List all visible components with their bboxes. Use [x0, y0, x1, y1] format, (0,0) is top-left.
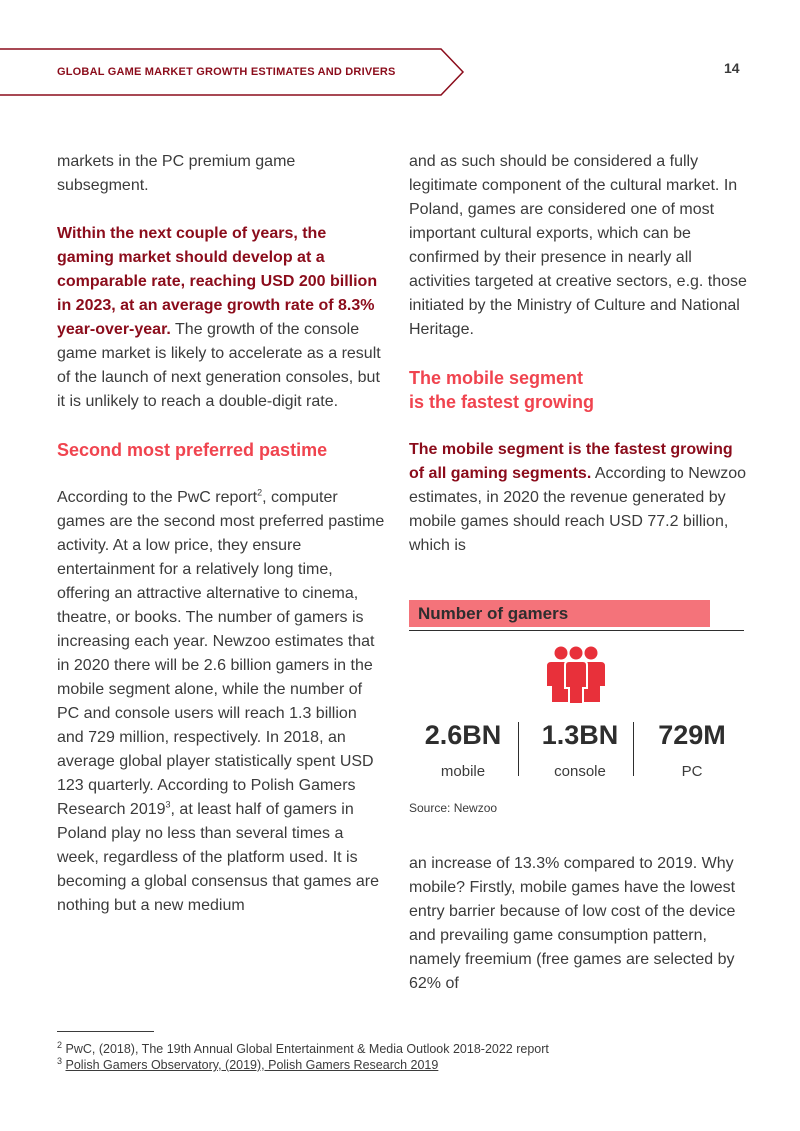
left-paragraph-3-part-b: , computer games are the second most preferred pastime activity. At a low price, they ensure entertainment for a relatively long time, offering an attractive alternative to cinema, theatre, or books. The number of gamers is increasing each year. Newzoo estimates that in 2020 there will be 2.6 billion gamers in the mobile segment alone, while the number of PC and console users will reach 1.3 billion and 729 million, respectively. In 2018, an average global player statistically spent USD 123 quarterly. According to Polish Gamers Research 2019 — [57, 489, 385, 818]
footnote-ref-2[interactable]: 2 — [257, 487, 263, 498]
right-column-continued — [409, 852, 749, 996]
right-paragraph-2 — [409, 438, 749, 558]
stat-pc-label: PC — [681, 763, 703, 780]
stat-mobile — [409, 718, 517, 783]
left-column — [57, 150, 387, 918]
stat-divider — [633, 722, 634, 776]
right-paragraph-2-text: According to Newzoo estimates, in 2020 the revenue generated by mobile games should reach USD 77.2 billion, which is — [409, 465, 747, 554]
footnote-3-link[interactable]: Polish Gamers Observatory, (2019), Polish Gamers Research 2019 — [65, 1058, 439, 1072]
left-paragraph-1: markets in the PC premium game subsegment. — [57, 153, 296, 194]
stat-console-label: console — [554, 763, 606, 780]
stat-console-value: 1.3BN — [541, 720, 619, 750]
left-paragraph-3-part-a: According to the PwC report — [57, 489, 258, 506]
footnote-3-number: 3 — [57, 1055, 63, 1066]
footnote-3 — [57, 1057, 757, 1073]
right-paragraph-2-highlight: The mobile segment is the fastest growing of all gaming segments. — [409, 441, 733, 482]
stat-console — [527, 718, 633, 783]
page-number: 14 — [724, 60, 740, 76]
infographic-source: Source: Newzoo — [409, 801, 498, 815]
stat-pc — [639, 718, 745, 783]
footnote-ref-3[interactable]: 3 — [165, 799, 171, 810]
gamers-infographic — [409, 600, 744, 830]
footnote-separator — [57, 1031, 154, 1032]
infographic-title: Number of gamers — [418, 604, 569, 623]
left-paragraph-2-text: The growth of the console game market is likely to accelerate as a result of the launch of next generation consoles, but it is unlikely to reach a double-digit rate. — [57, 321, 381, 410]
stat-mobile-label: mobile — [440, 763, 486, 780]
infographic-rule — [409, 630, 744, 631]
right-paragraph-3: an increase of 13.3% compared to 2019. Why mobile? Firstly, mobile games have the lowest entry barrier because of low cost of the device and prevailing game consumption pattern, namely freemium (free games are selected by 62% of — [409, 855, 736, 992]
header-title: GLOBAL GAME MARKET GROWTH ESTIMATES AND DRIVERS — [57, 66, 396, 78]
footnote-2-text: PwC, (2018), The 19th Annual Global Entertainment & Media Outlook 2018-2022 report — [62, 1042, 549, 1056]
gamers-group-icon — [545, 646, 607, 704]
stat-pc-value: 729M — [658, 720, 726, 750]
stat-mobile-value: 2.6BN — [424, 720, 502, 750]
section-heading-pastime: Second most preferred pastime — [57, 440, 328, 460]
left-paragraph-3-part-c: , at least half of gamers in Poland play no less than several times a week, regardless of the platform used. It is becoming a global consensus that games are nothing but a new medium — [57, 801, 379, 914]
left-paragraph-2-highlight: Within the next couple of years, the gaming market should develop at a comparable rate, reaching USD 200 billion in 2023, at an average growth rate of 8.3% year-over-year. — [57, 225, 378, 338]
left-paragraph-3 — [57, 486, 387, 918]
stat-divider — [518, 722, 519, 776]
right-paragraph-1: and as such should be considered a fully legitimate component of the cultural market. In Poland, games are considered one of most important cultural exports, which can be confirmed by their presence in nearly all activities targeted at creative sectors, e.g. those initiated by the Ministry of Culture and National Heritage. — [409, 153, 747, 338]
footnote-2 — [57, 1041, 757, 1057]
left-paragraph-2 — [57, 222, 387, 414]
section-heading-mobile-line-2: is the fastest growing — [409, 392, 595, 412]
section-heading-mobile — [409, 366, 749, 414]
right-column — [409, 150, 749, 558]
section-heading-mobile-line-1: The mobile segment — [409, 368, 584, 388]
footnotes — [57, 1041, 757, 1073]
footnote-2-number: 2 — [57, 1039, 63, 1050]
